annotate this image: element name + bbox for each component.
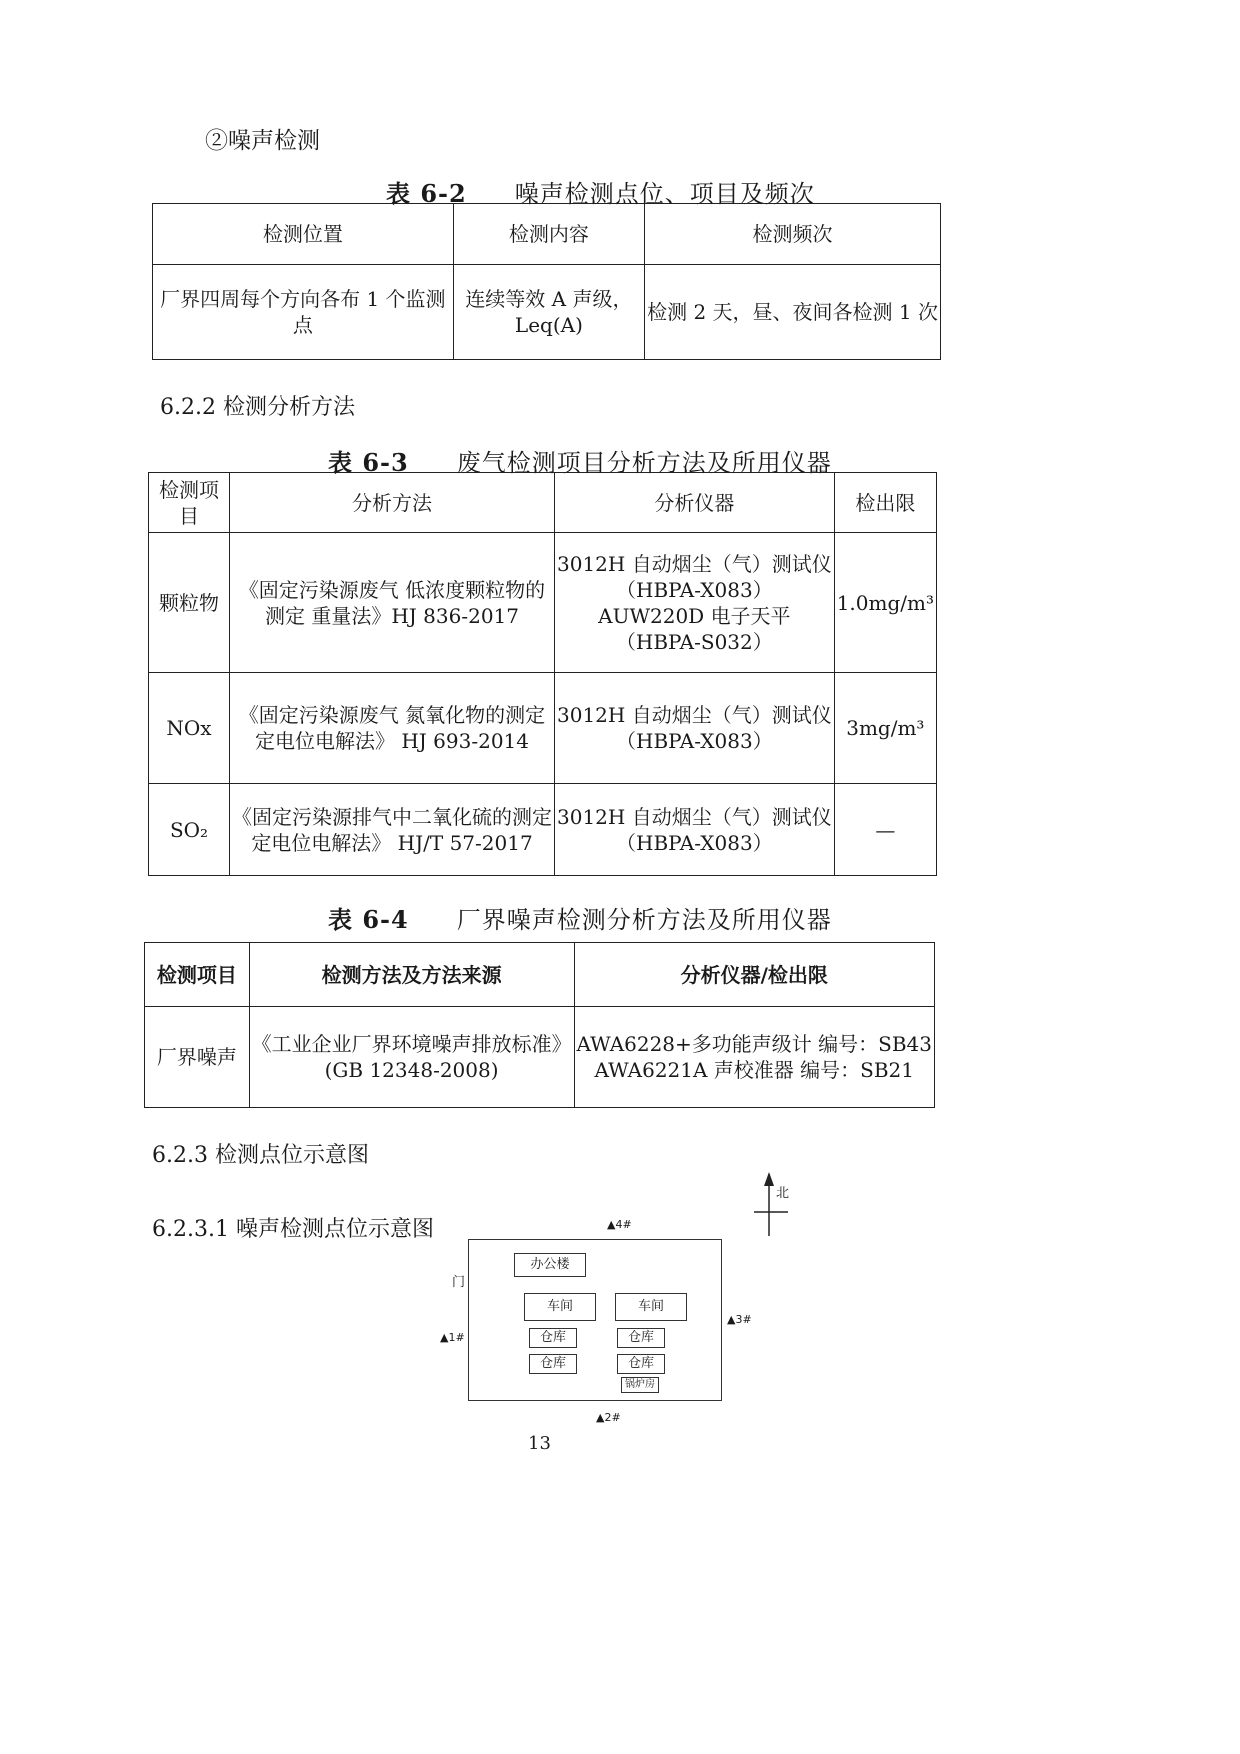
table-6-4-caption [328, 900, 832, 935]
cell-line: AWA6228+多功能声级计 编号：SB43 [576, 1032, 932, 1056]
table-title: 废气检测项目分析方法及所用仪器 [456, 449, 832, 477]
table-title: 厂界噪声检测分析方法及所用仪器 [456, 906, 832, 934]
cell-line: AUW220D 电子天平 [598, 603, 791, 628]
cell-line: （HBPA-X083） [616, 729, 773, 753]
workshop-1: 车间 [524, 1293, 596, 1321]
header-cell: 分析仪器/检出限 [574, 943, 935, 1007]
table-6-4 [144, 942, 935, 1108]
table-cell: — [834, 784, 936, 876]
noise-point-1: ▲1# [440, 1331, 465, 1344]
workshop-2: 车间 [615, 1293, 687, 1321]
table-cell [574, 1007, 935, 1108]
gate-label: 门 [452, 1275, 466, 1290]
heading-6-2-3: 6.2.3 检测点位示意图 [152, 1143, 369, 1168]
cell-line: 3012H 自动烟尘（气）测试仪 [557, 703, 832, 727]
cell-line: 定电位电解法》 HJ/T 57-2017 [251, 830, 533, 855]
noise-point-3: ▲3# [727, 1313, 752, 1326]
warehouse-1: 仓库 [529, 1328, 577, 1348]
header-cell: 检测项目 [145, 943, 250, 1007]
table-cell [453, 265, 644, 360]
cell-line: (GB 12348-2008) [324, 1058, 499, 1082]
table-cell: 1.0mg/m³ [834, 533, 936, 673]
table-cell [230, 533, 555, 673]
north-label: 北 [776, 1186, 790, 1201]
table-cell [555, 673, 835, 784]
site-boundary [468, 1239, 722, 1401]
cell-line: 3012H 自动烟尘（气）测试仪 [557, 804, 832, 829]
cell-line: 《固定污染源排气中二氧化硫的测定 [232, 804, 552, 829]
table-6-2 [152, 203, 941, 360]
table-cell: SO₂ [149, 784, 230, 876]
cell-line: （HBPA-X083） [616, 577, 773, 602]
table-number: 表 6-3 [328, 448, 409, 477]
table-cell [230, 673, 555, 784]
header-cell: 检测频次 [645, 204, 941, 265]
table-cell: 颗粒物 [149, 533, 230, 673]
table-cell: 厂界四周每个方向各布 1 个监测点 [153, 265, 454, 360]
boiler-room: 锅炉房 [621, 1377, 659, 1393]
header-cell: 检测方法及方法来源 [249, 943, 574, 1007]
cell-line: Leq(A) [514, 313, 583, 337]
heading-6-2-3-1: 6.2.3.1 噪声检测点位示意图 [152, 1217, 434, 1242]
cell-line: 《固定污染源废气 低浓度颗粒物的 [238, 577, 546, 602]
header-cell: 检出限 [834, 473, 936, 533]
table-cell [249, 1007, 574, 1108]
noise-point-2: ▲2# [596, 1411, 621, 1424]
header-cell: 分析仪器 [555, 473, 835, 533]
cell-line: 定电位电解法》 HJ 693-2014 [254, 729, 529, 753]
table-number: 表 6-4 [328, 905, 409, 934]
table-cell [555, 784, 835, 876]
table-title: 噪声检测点位、项目及频次 [514, 180, 815, 208]
office-building: 办公楼 [514, 1253, 586, 1277]
table-cell: NOx [149, 673, 230, 784]
warehouse-3: 仓库 [529, 1354, 577, 1374]
page-number: 13 [528, 1433, 551, 1454]
table-6-3 [148, 472, 937, 876]
cell-line: （HBPA-S032） [615, 629, 773, 654]
table-cell: 3mg/m³ [834, 673, 936, 784]
cell-line: 测定 重量法》HJ 836-2017 [264, 603, 519, 628]
north-arrow-icon [752, 1170, 792, 1240]
warehouse-2: 仓库 [617, 1328, 665, 1348]
cell-line: （HBPA-X083） [616, 830, 773, 855]
cell-line: 《工业企业厂界环境噪声排放标准》 [251, 1032, 572, 1056]
header-cell: 检测位置 [153, 204, 454, 265]
noise-point-4: ▲4# [607, 1218, 632, 1231]
header-cell: 分析方法 [230, 473, 555, 533]
header-cell: 检测项目 [149, 473, 230, 533]
table-cell: 检测 2 天，昼、夜间各检测 1 次 [645, 265, 941, 360]
cell-line: 连续等效 A 声级， [465, 287, 633, 311]
table-cell [230, 784, 555, 876]
table-cell [555, 533, 835, 673]
table-number: 表 6-2 [386, 179, 467, 208]
heading-6-2-2: 6.2.2 检测分析方法 [160, 395, 355, 420]
cell-line: AWA6221A 声校准器 编号：SB21 [594, 1058, 915, 1082]
cell-line: 《固定污染源废气 氮氧化物的测定 [238, 703, 546, 727]
header-cell: 检测内容 [453, 204, 644, 265]
cell-line: 3012H 自动烟尘（气）测试仪 [557, 551, 832, 576]
table-cell: 厂界噪声 [145, 1007, 250, 1108]
section-title-noise: ②噪声检测 [205, 128, 320, 154]
warehouse-4: 仓库 [617, 1354, 665, 1374]
